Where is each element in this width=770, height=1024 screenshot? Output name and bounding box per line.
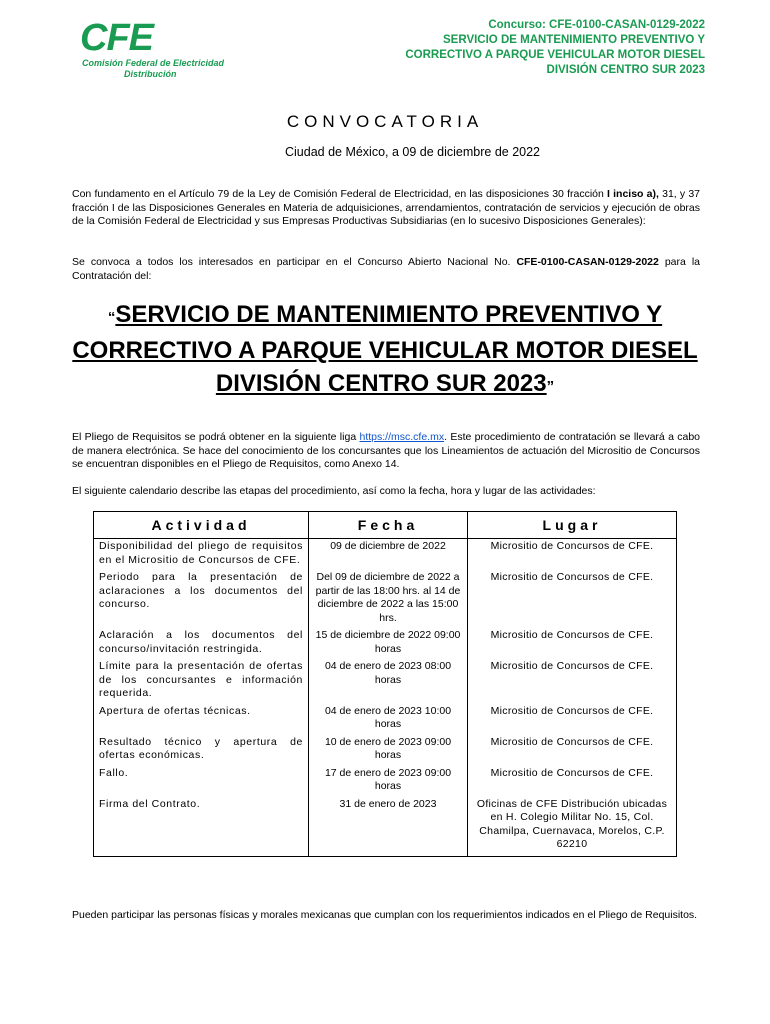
paragraph-pliego (72, 431, 700, 472)
header-concurso: Concurso: CFE-0100-CASAN-0129-2022 (488, 19, 705, 31)
header-line-3: CORRECTIVO A PARQUE VEHICULAR MOTOR DIESEL (405, 49, 705, 61)
para2-text-b: para la Contratación del: (72, 256, 700, 282)
header-lugar: Lugar (468, 512, 677, 539)
header-line-4: DIVISIÓN CENTRO SUR 2023 (546, 64, 705, 76)
cfe-logo (80, 18, 240, 88)
cell-lugar: Oficinas de CFE Distribución ubicadas en H. Colegio Militar No. 15, Col. Chamilpa, Cuernavaca, Morelos, C.P. 62210 (468, 797, 677, 857)
paragraph-fundamento (72, 188, 700, 229)
micrositio-link[interactable]: https://msc.cfe.mx (359, 431, 445, 443)
logo-line1: Comisión Federal de Electricidad (82, 58, 225, 68)
table-row (94, 735, 677, 766)
logo-line2: Distribución (124, 69, 177, 79)
cell-actividad: Periodo para la presentación de aclaraciones a los documentos del concurso. (94, 570, 309, 628)
cell-actividad: Límite para la presentación de ofertas de los concursantes e información requerida. (94, 659, 309, 704)
cell-actividad: Resultado técnico y apertura de ofertas económicas. (94, 735, 309, 766)
concurso-number: CFE-0100-CASAN-0129-2022 (516, 256, 659, 268)
cell-fecha: 04 de enero de 2023 08:00 horas (309, 659, 468, 704)
cell-lugar: Micrositio de Concursos de CFE. (468, 735, 677, 766)
cell-actividad: Aclaración a los documentos del concurso/invitación restringida. (94, 628, 309, 659)
cell-fecha: 31 de enero de 2023 (309, 797, 468, 857)
calendar-table (93, 511, 677, 857)
cell-actividad: Fallo. (94, 766, 309, 797)
paragraph-participantes: Pueden participar las personas físicas y morales mexicanas que cumplan con los requerimientos indicados en el Pliego de Requisitos. (72, 909, 698, 921)
service-title-text: SERVICIO DE MANTENIMIENTO PREVENTIVO Y CORRECTIVO A PARQUE VEHICULAR MOTOR DIESEL DIVISIÓN CENTRO SUR 2023 (72, 301, 698, 397)
table-row (94, 797, 677, 857)
para3-text-a: El Pliego de Requisitos se podrá obtener en la siguiente liga (72, 431, 360, 443)
cell-fecha: 09 de diciembre de 2022 (309, 539, 468, 571)
cell-lugar: Micrositio de Concursos de CFE. (468, 570, 677, 628)
cell-fecha: 04 de enero de 2023 10:00 horas (309, 704, 468, 735)
document-header (405, 18, 705, 78)
service-title (70, 298, 700, 403)
logo-wordmark: CFE (80, 17, 153, 59)
page-title: CONVOCATORIA (286, 112, 484, 131)
header-actividad: Actividad (94, 512, 309, 539)
para1-bold: I inciso a), (607, 188, 659, 200)
cell-lugar: Micrositio de Concursos de CFE. (468, 659, 677, 704)
cell-fecha: 10 de enero de 2023 09:00 horas (309, 735, 468, 766)
para2-text-a: Se convoca a todos los interesados en participar en el Concurso Abierto Nacional No. (72, 256, 517, 268)
paragraph-calendario: El siguiente calendario describe las etapas del procedimiento, así como la fecha, hora y lugar de las actividades: (72, 485, 596, 497)
cell-lugar: Micrositio de Concursos de CFE. (468, 539, 677, 571)
header-fecha: Fecha (309, 512, 468, 539)
table-row (94, 628, 677, 659)
quote-close: ” (546, 378, 555, 395)
cell-actividad: Firma del Contrato. (94, 797, 309, 857)
cell-fecha: 15 de diciembre de 2022 09:00 horas (309, 628, 468, 659)
table-row (94, 659, 677, 704)
header-line-2: SERVICIO DE MANTENIMIENTO PREVENTIVO Y (443, 34, 705, 46)
cell-actividad: Disponibilidad del pliego de requisitos en el Micrositio de Concursos de CFE. (94, 539, 309, 571)
cell-fecha: 17 de enero de 2023 09:00 horas (309, 766, 468, 797)
para1-text-b: 31, y 37 fracción I de las Disposiciones Generales en Materia de adquisiciones, arrendamientos, contratación de servicios y ejecución de obras de la Comisión Federal de Electricidad y sus Empresas Productivas Subsidiarias (en lo sucesivo Disposiciones Generales): (72, 188, 700, 227)
para1-text-a: Con fundamento en el Artículo 79 de la Ley de Comisión Federal de Electricidad, en las disposiciones 30 fracción (72, 188, 608, 200)
para3-text-b: . Este procedimiento de contratación se llevará a cabo de manera electrónica. Se hace del conocimiento de los concursantes que los Lineamientos de actuación del Micrositio de Concursos se encuentran disponibles en el Pliego de Requisitos, como Anexo 14. (72, 431, 700, 470)
document-date: Ciudad de México, a 09 de diciembre de 2022 (284, 145, 541, 159)
table-row (94, 570, 677, 628)
cell-lugar: Micrositio de Concursos de CFE. (468, 766, 677, 797)
cell-lugar: Micrositio de Concursos de CFE. (468, 628, 677, 659)
table-row (94, 704, 677, 735)
cell-lugar: Micrositio de Concursos de CFE. (468, 704, 677, 735)
table-row (94, 766, 677, 797)
quote-open: “ (107, 309, 116, 326)
table-header-row (94, 512, 677, 539)
table-row (94, 539, 677, 571)
cell-fecha: Del 09 de diciembre de 2022 a partir de las 18:00 hrs. al 14 de diciembre de 2022 a las 15:00 hrs. (309, 570, 468, 628)
cell-actividad: Apertura de ofertas técnicas. (94, 704, 309, 735)
paragraph-convocatoria (72, 256, 700, 283)
